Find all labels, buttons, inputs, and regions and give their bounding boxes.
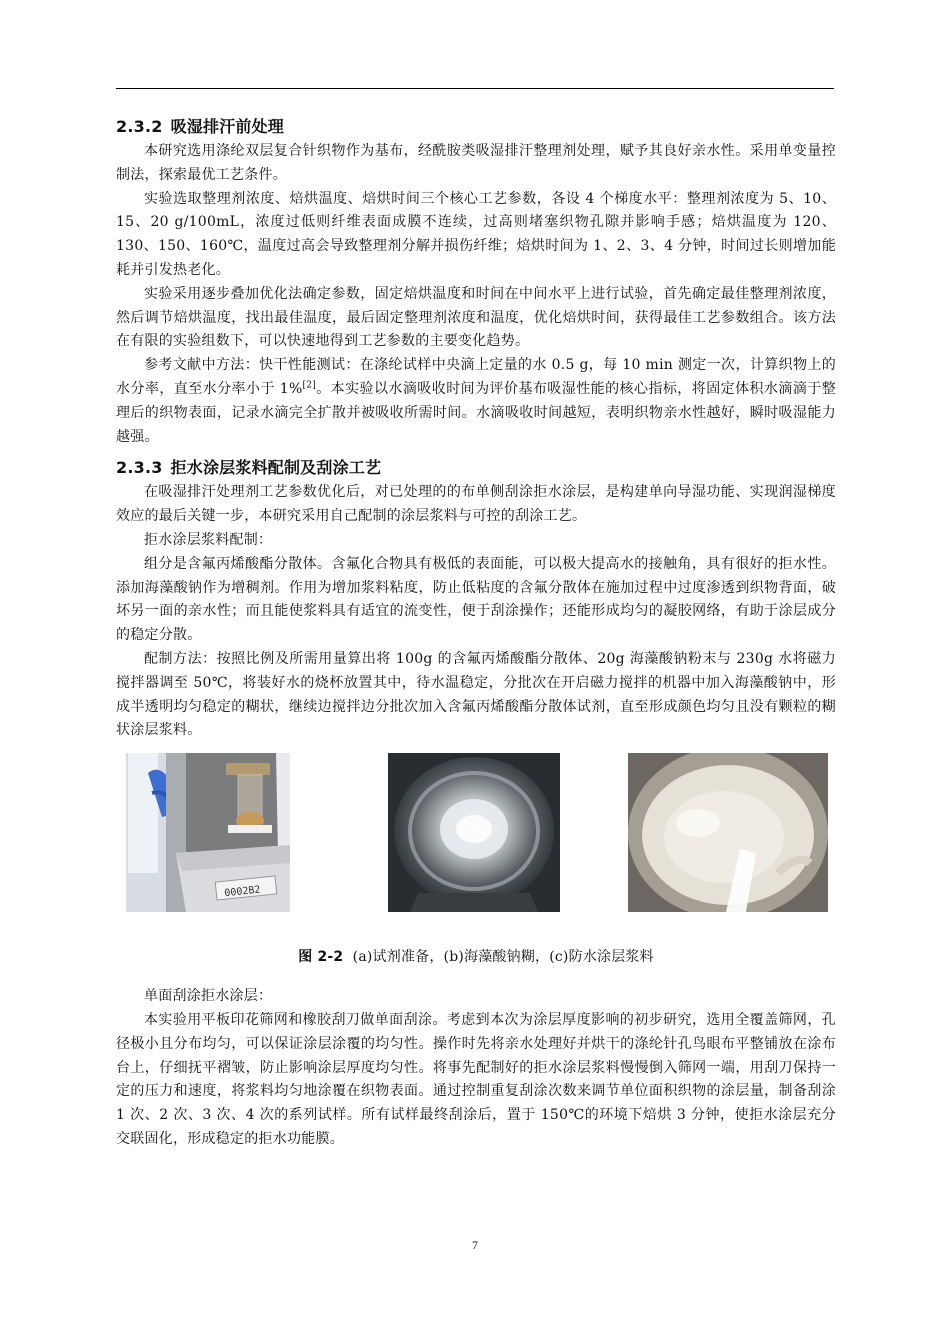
figure-2-2 <box>116 753 836 953</box>
figure-label: 图 2-2 <box>298 949 344 966</box>
paragraph: 配制方法：按照比例及所需用量算出将 100g 的含氟丙烯酸酯分散体、20g 海藻酸钠粉末与 230g 水将磁力搅拌器调至 50℃，将装好水的烧杯放置其中，待水温稳定，分批次在开启磁力搅拌的机器中加入海藻酸钠中，形成半透明均匀稳定的糊状，继续边搅拌边分批次加入含氟丙烯酸酯分散体试剂，直至形成颜色均匀且没有颗粒的糊状涂层浆料。 <box>116 650 836 739</box>
paragraph: 在吸湿排汗处理剂工艺参数优化后，对已处理的的布单侧刮涂拒水涂层，是构建单向导湿功能、实现润湿梯度效应的最后关键一步，本研究采用自己配制的涂层浆料与可控的刮涂工艺。 <box>116 484 836 525</box>
photo-waterproof-coating-slurry <box>628 753 828 912</box>
paragraph: 单面刮涂拒水涂层： <box>144 988 273 1005</box>
scale-display: 0002B2 <box>223 884 261 900</box>
photo-sodium-alginate-paste <box>388 753 560 912</box>
paragraph: 组分是含氟丙烯酸酯分散体。含氟化合物具有极低的表面能，可以极大提高水的接触角，具有很好的拒水性。添加海藻酸钠作为增稠剂。作用为增加浆料粘度，防止低粘度的含氟分散体在施加过程中过度渗透到织物背面，破坏另一面的亲水性；而且能使浆料具有适宜的流变性，便于刮涂操作；还能形成均匀的凝胶网络，有助于涂层成分的稳定分散。 <box>116 555 836 644</box>
reference-text-continued: 。本实验以水滴吸收时间为评价基布吸湿性能的核心指标，将固定体积水滴滴于整理后的织物表面，记录水滴完全扩散并被吸收所需时间。水滴吸收时间越短，表明织物亲水性越好，瞬时吸湿能力越强。 <box>116 380 836 445</box>
photo-reagent-preparation <box>126 753 290 912</box>
section-heading-2-3-2 <box>116 114 836 140</box>
page-number: 7 <box>472 1238 478 1252</box>
section-number: 2.3.2 <box>116 117 163 136</box>
paragraph: 实验选取整理剂浓度、焙烘温度、焙烘时间三个核心工艺参数，各设 4 个梯度水平：整理剂浓度为 5、10、15、20 g/100mL，浓度过低则纤维表面成膜不连续，过高则堵塞织物孔隙并影响手感；焙烘温度为 120、130、150、160℃，温度过高会导致整理剂分解并损伤纤维；焙烘时间为 1、2、3、4 分钟，时间过长则增加能耗并引发热老化。 <box>116 190 836 278</box>
paragraph: 本实验用平板印花筛网和橡胶刮刀做单面刮涂。考虑到本次为涂层厚度影响的初步研究，选用全覆盖筛网，孔径极小且分布均匀，可以保证涂层涂覆的均匀性。操作时先将亲水处理好并烘干的涤纶针孔鸟眼布平整铺放在涂布台上，仔细抚平褶皱，防止影响涂层厚度均匀性。将事先配制好的拒水涂层浆料慢慢倒入筛网一端，用刮刀保持一定的压力和速度，将浆料均匀地涂覆在织物表面。通过控制重复刮涂次数来调节单位面积织物的涂层量，制备刮涂 1 次、2 次、3 次、4 次的系列试样。所有试样最终刮涂后，置于 150℃的环境下焙烘 3 分钟，使拒水涂层充分交联固化，形成稳定的拒水功能膜。 <box>116 1011 836 1147</box>
reference-text: 参考文献中方法：快干性能测试：在涤纶试样中央滴上定量的水 0.5 g，每 10 min 测定一次，计算织物上的水分率，直至水分率小于 1% <box>116 357 836 397</box>
paragraph: 实验采用逐步叠加优化法确定参数，固定焙烘温度和时间在中间水平上进行试验，首先确定最佳整理剂浓度，然后调节焙烘温度，找出最佳温度，最后固定整理剂浓度和温度，优化焙烘时间，获得最佳工艺参数组合。该方法在有限的实验组数下，可以快速地得到工艺参数的主要变化趋势。 <box>116 285 836 350</box>
header-rule <box>116 88 834 89</box>
section-number: 2.3.3 <box>116 458 163 478</box>
section-title: 吸湿排汗前处理 <box>170 117 284 136</box>
paragraph: 拒水涂层浆料配制： <box>144 531 273 548</box>
citation-marker[interactable]: [2] <box>302 380 316 391</box>
figure-caption-text: (a)试剂准备，(b)海藻酸钠糊，(c)防水涂层浆料 <box>352 949 654 966</box>
paragraph-reference <box>116 354 836 449</box>
page-content <box>116 114 836 1152</box>
paragraph: 本研究选用涤纶双层复合针织物作为基布，经酰胺类吸湿排汗整理剂处理，赋予其良好亲水性。采用单变量控制法，探索最优工艺条件。 <box>116 143 836 183</box>
section-title: 拒水涂层浆料配制及刮涂工艺 <box>170 458 382 478</box>
section-heading-2-3-3 <box>116 455 836 481</box>
